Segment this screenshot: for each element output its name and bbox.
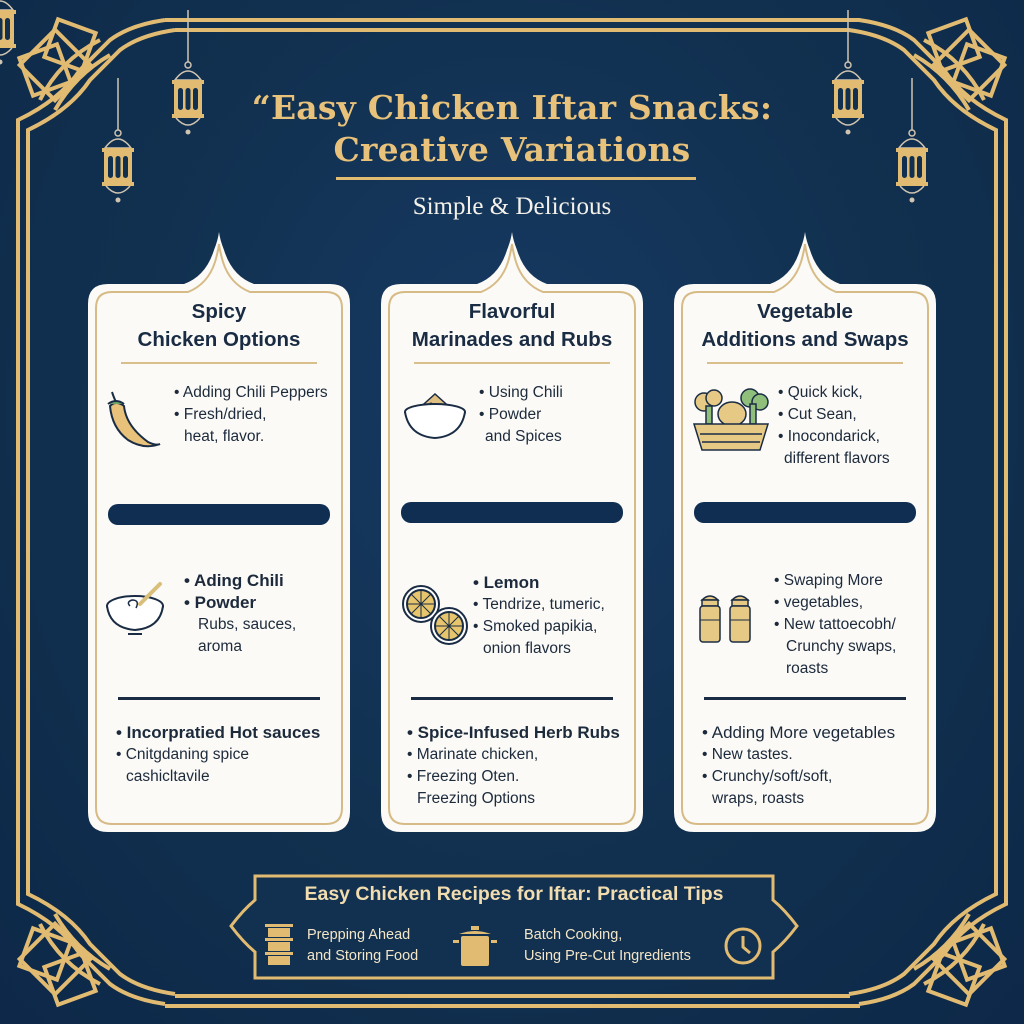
spice-shakers-icon: [698, 590, 754, 646]
card-vegetable-additions: [674, 284, 936, 832]
section-bar: [401, 502, 623, 523]
bullet-list: • Spice-Infused Herb Rubs • Marinate chicken, • Freezing Oten. Freezing Options: [407, 723, 620, 807]
page-title-line2: Creative Variations: [333, 130, 691, 169]
vegetable-basket-icon: [688, 384, 774, 454]
soup-bowl-icon: [104, 580, 170, 636]
bullet-list: • Ading Chili • Powder Rubs, sauces, aroma: [184, 571, 297, 655]
clock-icon: [723, 926, 763, 966]
bullet-list: • Adding Chili Peppers • Fresh/dried, heat, flavor.: [174, 384, 328, 445]
card-title: Spicy Chicken Options: [137, 300, 301, 351]
card-title-divider: [707, 362, 903, 364]
section-divider: [118, 697, 320, 700]
title-divider: [336, 177, 696, 180]
bullet-list: • Lemon • Tendrize, tumeric, • Smoked papikia, onion flavors: [473, 573, 605, 657]
spice-bowl-icon: [401, 388, 471, 444]
tip-batch-cooking: Batch Cooking, Using Pre-Cut Ingredients: [524, 927, 691, 964]
bullet-list: • Swaping More • vegetables, • New tattoecobh/ Crunchy swaps, roasts: [774, 572, 897, 677]
chili-pepper-icon: [104, 386, 164, 450]
card-title-divider: [121, 362, 317, 364]
practical-tips-banner: [225, 870, 803, 985]
lantern-icon: [0, 0, 16, 65]
bullet-list: • Using Chili • Powder and Spices: [479, 384, 563, 445]
tips-title: Easy Chicken Recipes for Iftar: Practical Tips: [304, 883, 724, 905]
page-subtitle: Simple & Delicious: [412, 193, 612, 220]
section-divider: [411, 697, 613, 700]
card-title: Vegetable Additions and Swaps: [701, 300, 909, 351]
lemon-slices-icon: [401, 584, 471, 648]
page-title-line1: “Easy Chicken Iftar Snacks:: [251, 88, 773, 127]
bullet-list: • Adding More vegetables • New tastes. • Crunchy/soft/soft, wraps, roasts: [702, 723, 896, 807]
card-title: Flavorful Marinades and Rubs: [411, 300, 613, 351]
tip-prepping: Prepping Ahead and Storing Food: [307, 927, 419, 964]
card-spicy-chicken: [88, 284, 350, 832]
section-bar: [694, 502, 916, 523]
card-marinades-rubs: [381, 284, 643, 832]
section-bar: [108, 504, 330, 525]
card-title-divider: [414, 362, 610, 364]
bullet-list: • Incorpratied Hot sauces • Cnitgdaning spice cashicltavile: [116, 723, 321, 785]
bullet-list: • Quick kick, • Cut Sean, • Inocondarick, different flavors: [778, 384, 890, 467]
section-divider: [704, 697, 906, 700]
cooking-pot-icon: [453, 926, 497, 968]
stacked-containers-icon: [265, 924, 293, 966]
